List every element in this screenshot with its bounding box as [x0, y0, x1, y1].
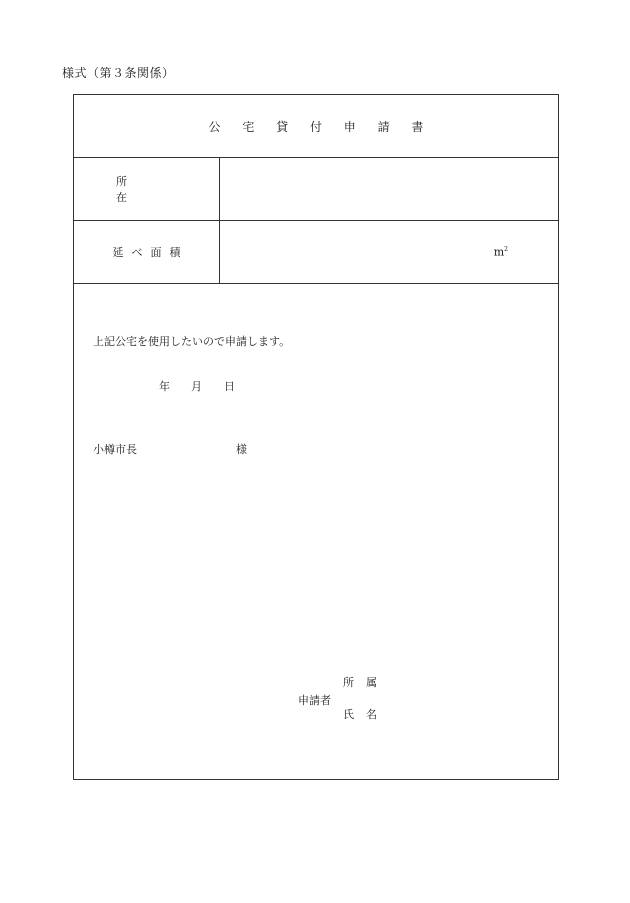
date-month-label: 月 — [191, 380, 202, 393]
floor-area-label: 延べ面積 — [74, 221, 220, 283]
date-day-label: 日 — [224, 380, 235, 393]
addressee: 小樽市長 — [93, 443, 137, 456]
applicant-label: 申請者 — [298, 694, 331, 707]
floor-area-row — [74, 221, 558, 284]
application-statement: 上記公宅を使用したいので申請します。 — [93, 335, 291, 348]
date-line — [159, 378, 235, 394]
form-number-label: 様式（第３条関係） — [62, 66, 175, 80]
application-form-frame — [73, 94, 559, 780]
honorific: 様 — [236, 443, 247, 456]
floor-area-field[interactable] — [220, 221, 558, 283]
square-meter-unit: $m^2$ — [493, 245, 508, 259]
location-field[interactable] — [220, 158, 558, 220]
location-label: 所在 — [74, 158, 220, 220]
applicant-name-label: 氏名 — [343, 708, 389, 721]
title-row — [74, 95, 558, 158]
form-title: 公 宅 貸 付 申 請 書 — [208, 119, 433, 134]
location-row — [74, 158, 558, 221]
applicant-affiliation-label: 所属 — [343, 676, 389, 689]
date-year-label: 年 — [159, 380, 170, 393]
declaration-area — [74, 284, 558, 779]
